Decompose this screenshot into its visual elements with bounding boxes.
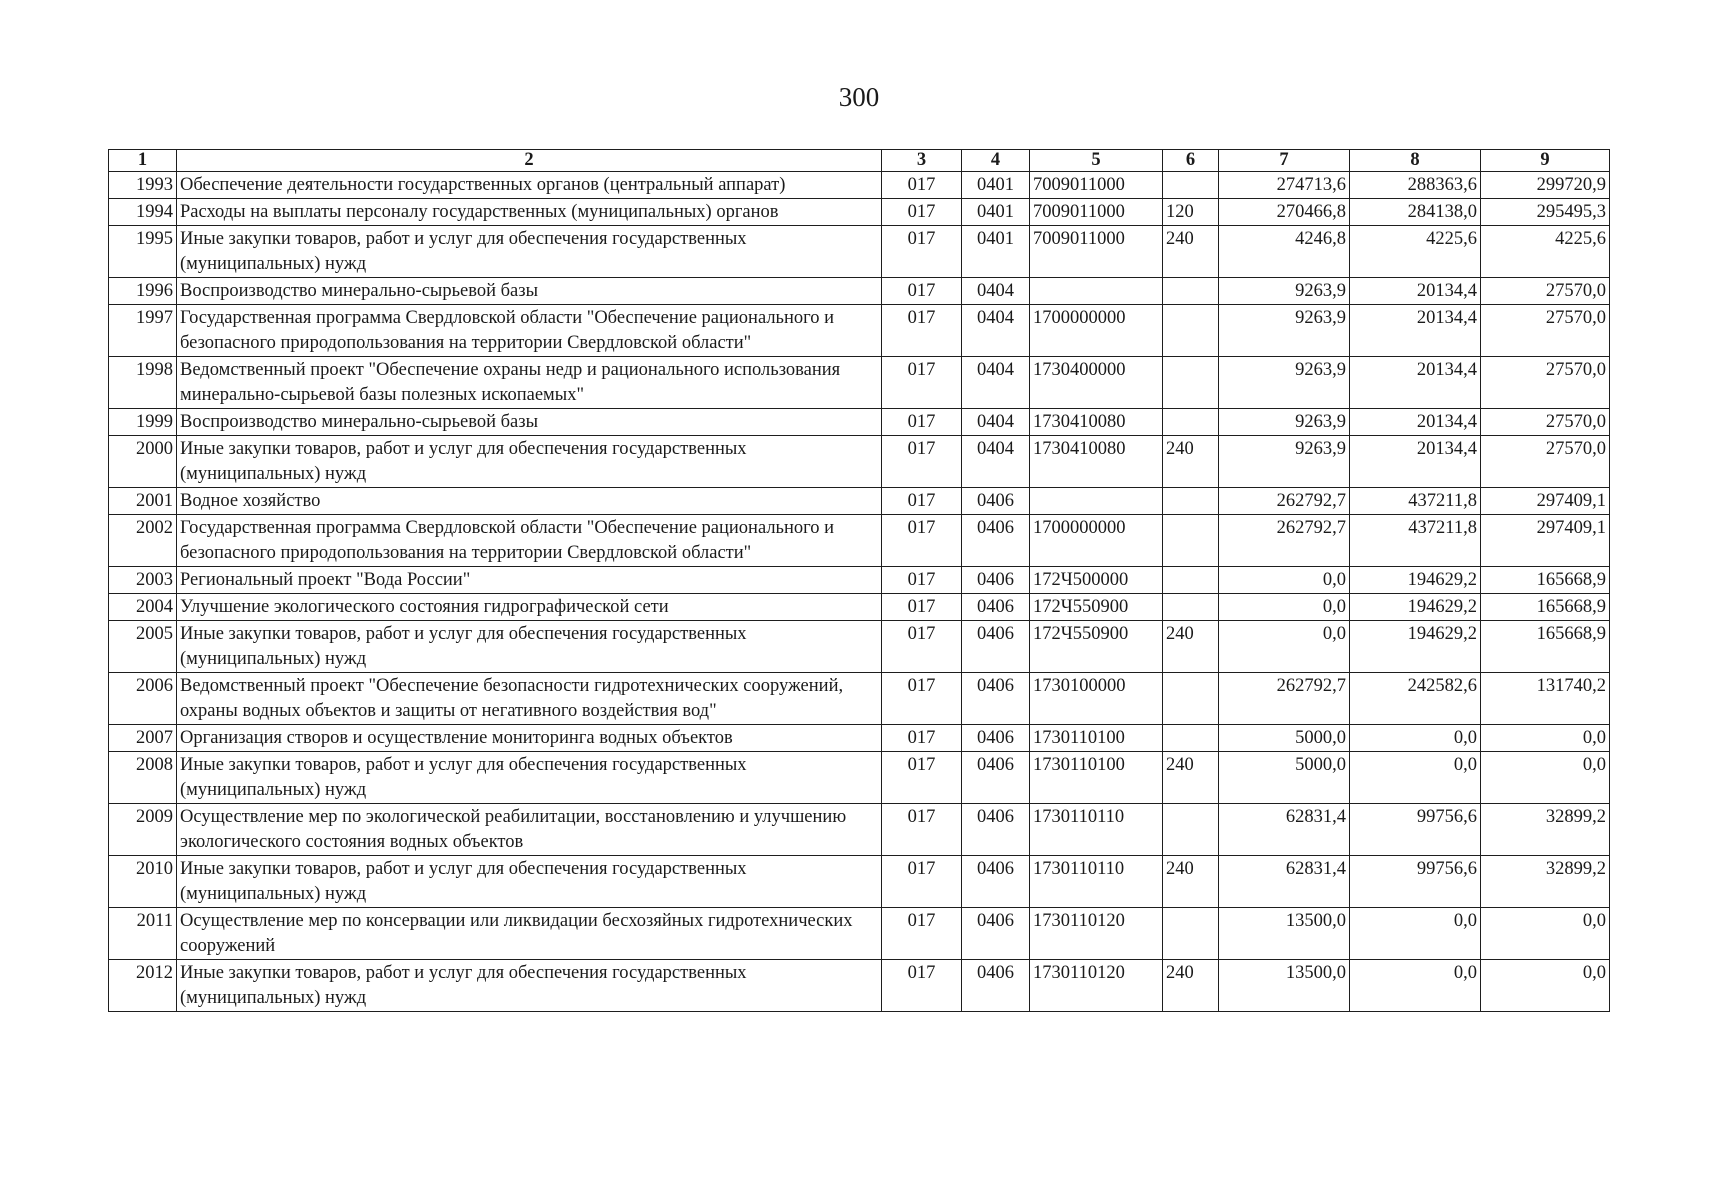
ministry-code: 017: [882, 278, 962, 305]
row-name: Иные закупки товаров, работ и услуг для обеспечения государственных (муниципальных) нужд: [177, 621, 882, 673]
target-article-code: 7009011000: [1030, 199, 1163, 226]
row-name: Иные закупки товаров, работ и услуг для обеспечения государственных (муниципальных) нужд: [177, 752, 882, 804]
section-code: 0406: [962, 621, 1030, 673]
amount-year-1: 62831,4: [1219, 804, 1350, 856]
expense-type-code: 240: [1163, 226, 1219, 278]
amount-year-2: 99756,6: [1350, 856, 1481, 908]
amount-year-3: 0,0: [1481, 960, 1610, 1012]
amount-year-3: 299720,9: [1481, 172, 1610, 199]
amount-year-1: 62831,4: [1219, 856, 1350, 908]
amount-year-2: 99756,6: [1350, 804, 1481, 856]
amount-year-1: 270466,8: [1219, 199, 1350, 226]
row-name: Ведомственный проект "Обеспечение охраны недр и рационального использования минерально-сырьевой базы полезных ископаемых": [177, 357, 882, 409]
amount-year-1: 4246,8: [1219, 226, 1350, 278]
row-name: Улучшение экологического состояния гидрографической сети: [177, 594, 882, 621]
section-code: 0401: [962, 199, 1030, 226]
target-article-code: 1730100000: [1030, 673, 1163, 725]
expense-type-code: 240: [1163, 621, 1219, 673]
row-name: Иные закупки товаров, работ и услуг для обеспечения государственных (муниципальных) нужд: [177, 960, 882, 1012]
column-header: 6: [1163, 150, 1219, 172]
ministry-code: 017: [882, 226, 962, 278]
section-code: 0404: [962, 436, 1030, 488]
table-row: [109, 621, 1610, 673]
row-number: 2002: [109, 515, 177, 567]
section-code: 0406: [962, 960, 1030, 1012]
row-name: Водное хозяйство: [177, 488, 882, 515]
target-article-code: 1730110110: [1030, 856, 1163, 908]
amount-year-1: 9263,9: [1219, 305, 1350, 357]
amount-year-1: 0,0: [1219, 621, 1350, 673]
amount-year-2: 0,0: [1350, 908, 1481, 960]
row-name: Воспроизводство минерально-сырьевой базы: [177, 409, 882, 436]
amount-year-2: 437211,8: [1350, 488, 1481, 515]
ministry-code: 017: [882, 357, 962, 409]
row-number: 2001: [109, 488, 177, 515]
row-name: Обеспечение деятельности государственных органов (центральный аппарат): [177, 172, 882, 199]
amount-year-1: 5000,0: [1219, 752, 1350, 804]
target-article-code: 1730110110: [1030, 804, 1163, 856]
section-code: 0401: [962, 172, 1030, 199]
table-row: [109, 804, 1610, 856]
table-row: [109, 856, 1610, 908]
table-row: [109, 278, 1610, 305]
row-name: Организация створов и осуществление мониторинга водных объектов: [177, 725, 882, 752]
amount-year-2: 194629,2: [1350, 621, 1481, 673]
row-number: 2009: [109, 804, 177, 856]
amount-year-3: 295495,3: [1481, 199, 1610, 226]
amount-year-1: 5000,0: [1219, 725, 1350, 752]
ministry-code: 017: [882, 804, 962, 856]
expense-type-code: [1163, 908, 1219, 960]
amount-year-1: 262792,7: [1219, 673, 1350, 725]
ministry-code: 017: [882, 305, 962, 357]
amount-year-2: 4225,6: [1350, 226, 1481, 278]
row-number: 2000: [109, 436, 177, 488]
row-number: 1999: [109, 409, 177, 436]
row-number: 1994: [109, 199, 177, 226]
amount-year-3: 27570,0: [1481, 409, 1610, 436]
row-number: 2005: [109, 621, 177, 673]
target-article-code: [1030, 488, 1163, 515]
section-code: 0406: [962, 488, 1030, 515]
amount-year-2: 0,0: [1350, 725, 1481, 752]
target-article-code: 1730400000: [1030, 357, 1163, 409]
target-article-code: 1730110100: [1030, 725, 1163, 752]
amount-year-3: 27570,0: [1481, 357, 1610, 409]
row-name: Расходы на выплаты персоналу государственных (муниципальных) органов: [177, 199, 882, 226]
row-name: Осуществление мер по экологической реабилитации, восстановлению и улучшению экологического состояния водных объектов: [177, 804, 882, 856]
expense-type-code: [1163, 357, 1219, 409]
row-number: 2010: [109, 856, 177, 908]
ministry-code: 017: [882, 908, 962, 960]
section-code: 0406: [962, 804, 1030, 856]
amount-year-2: 20134,4: [1350, 436, 1481, 488]
table-row: [109, 488, 1610, 515]
amount-year-3: 27570,0: [1481, 305, 1610, 357]
table-row: [109, 409, 1610, 436]
row-number: 1993: [109, 172, 177, 199]
row-name: Иные закупки товаров, работ и услуг для обеспечения государственных (муниципальных) нужд: [177, 856, 882, 908]
table-row: [109, 172, 1610, 199]
target-article-code: 1700000000: [1030, 515, 1163, 567]
row-number: 1995: [109, 226, 177, 278]
column-header: 1: [109, 150, 177, 172]
expense-type-code: [1163, 567, 1219, 594]
section-code: 0406: [962, 752, 1030, 804]
target-article-code: 1730410080: [1030, 436, 1163, 488]
section-code: 0406: [962, 856, 1030, 908]
table-row: [109, 960, 1610, 1012]
amount-year-2: 284138,0: [1350, 199, 1481, 226]
table-row: [109, 199, 1610, 226]
section-code: 0401: [962, 226, 1030, 278]
table-row: [109, 226, 1610, 278]
amount-year-2: 194629,2: [1350, 594, 1481, 621]
expense-type-code: 240: [1163, 752, 1219, 804]
ministry-code: 017: [882, 594, 962, 621]
expense-type-code: [1163, 673, 1219, 725]
section-code: 0404: [962, 409, 1030, 436]
amount-year-3: 165668,9: [1481, 594, 1610, 621]
expense-type-code: 240: [1163, 436, 1219, 488]
row-name: Государственная программа Свердловской области "Обеспечение рационального и безопасного природопользования на территории Свердловской области": [177, 515, 882, 567]
amount-year-3: 27570,0: [1481, 278, 1610, 305]
section-code: 0406: [962, 567, 1030, 594]
table-row: [109, 515, 1610, 567]
table-row: [109, 436, 1610, 488]
table-row: [109, 305, 1610, 357]
ministry-code: 017: [882, 752, 962, 804]
row-number: 1997: [109, 305, 177, 357]
row-number: 2012: [109, 960, 177, 1012]
ministry-code: 017: [882, 515, 962, 567]
amount-year-1: 262792,7: [1219, 515, 1350, 567]
row-number: 2007: [109, 725, 177, 752]
target-article-code: 1730110120: [1030, 908, 1163, 960]
target-article-code: 1730410080: [1030, 409, 1163, 436]
expense-type-code: [1163, 515, 1219, 567]
amount-year-1: 13500,0: [1219, 908, 1350, 960]
column-header: 8: [1350, 150, 1481, 172]
table-row: [109, 908, 1610, 960]
amount-year-2: 194629,2: [1350, 567, 1481, 594]
target-article-code: 172Ч500000: [1030, 567, 1163, 594]
row-number: 2011: [109, 908, 177, 960]
amount-year-2: 0,0: [1350, 960, 1481, 1012]
row-name: Региональный проект "Вода России": [177, 567, 882, 594]
amount-year-3: 4225,6: [1481, 226, 1610, 278]
column-header: 5: [1030, 150, 1163, 172]
expense-type-code: 240: [1163, 856, 1219, 908]
amount-year-3: 297409,1: [1481, 488, 1610, 515]
section-code: 0406: [962, 673, 1030, 725]
amount-year-3: 131740,2: [1481, 673, 1610, 725]
expense-type-code: [1163, 594, 1219, 621]
expense-type-code: [1163, 725, 1219, 752]
amount-year-1: 0,0: [1219, 567, 1350, 594]
target-article-code: 1700000000: [1030, 305, 1163, 357]
row-name: Государственная программа Свердловской области "Обеспечение рационального и безопасного природопользования на территории Свердловской области": [177, 305, 882, 357]
amount-year-3: 32899,2: [1481, 856, 1610, 908]
ministry-code: 017: [882, 725, 962, 752]
amount-year-2: 20134,4: [1350, 305, 1481, 357]
amount-year-2: 437211,8: [1350, 515, 1481, 567]
amount-year-3: 27570,0: [1481, 436, 1610, 488]
amount-year-3: 32899,2: [1481, 804, 1610, 856]
row-name: Осуществление мер по консервации или ликвидации бесхозяйных гидротехнических сооружений: [177, 908, 882, 960]
section-code: 0404: [962, 305, 1030, 357]
expense-type-code: [1163, 305, 1219, 357]
section-code: 0406: [962, 594, 1030, 621]
target-article-code: 172Ч550900: [1030, 594, 1163, 621]
expense-type-code: 120: [1163, 199, 1219, 226]
row-number: 2006: [109, 673, 177, 725]
row-name: Ведомственный проект "Обеспечение безопасности гидротехнических сооружений, охраны водных объектов и защиты от негативного воздействия вод": [177, 673, 882, 725]
amount-year-1: 9263,9: [1219, 357, 1350, 409]
amount-year-3: 165668,9: [1481, 621, 1610, 673]
column-header: 9: [1481, 150, 1610, 172]
section-code: 0406: [962, 908, 1030, 960]
expense-type-code: [1163, 278, 1219, 305]
table-row: [109, 594, 1610, 621]
row-name: Иные закупки товаров, работ и услуг для обеспечения государственных (муниципальных) нужд: [177, 436, 882, 488]
ministry-code: 017: [882, 488, 962, 515]
target-article-code: [1030, 278, 1163, 305]
amount-year-1: 274713,6: [1219, 172, 1350, 199]
ministry-code: 017: [882, 856, 962, 908]
column-header: 4: [962, 150, 1030, 172]
row-name: Воспроизводство минерально-сырьевой базы: [177, 278, 882, 305]
ministry-code: 017: [882, 567, 962, 594]
amount-year-3: 165668,9: [1481, 567, 1610, 594]
column-header: 3: [882, 150, 962, 172]
section-code: 0406: [962, 725, 1030, 752]
row-number: 1998: [109, 357, 177, 409]
amount-year-2: 242582,6: [1350, 673, 1481, 725]
expense-type-code: [1163, 172, 1219, 199]
amount-year-3: 0,0: [1481, 908, 1610, 960]
header-row: [109, 150, 1610, 172]
amount-year-3: 297409,1: [1481, 515, 1610, 567]
amount-year-3: 0,0: [1481, 725, 1610, 752]
ministry-code: 017: [882, 960, 962, 1012]
amount-year-1: 9263,9: [1219, 278, 1350, 305]
table-row: [109, 673, 1610, 725]
ministry-code: 017: [882, 199, 962, 226]
target-article-code: 1730110100: [1030, 752, 1163, 804]
table-row: [109, 567, 1610, 594]
expense-type-code: [1163, 488, 1219, 515]
target-article-code: 7009011000: [1030, 226, 1163, 278]
target-article-code: 1730110120: [1030, 960, 1163, 1012]
amount-year-2: 0,0: [1350, 752, 1481, 804]
table-row: [109, 357, 1610, 409]
target-article-code: 172Ч550900: [1030, 621, 1163, 673]
ministry-code: 017: [882, 673, 962, 725]
ministry-code: 017: [882, 621, 962, 673]
section-code: 0406: [962, 515, 1030, 567]
amount-year-2: 20134,4: [1350, 278, 1481, 305]
ministry-code: 017: [882, 409, 962, 436]
ministry-code: 017: [882, 436, 962, 488]
expense-type-code: [1163, 409, 1219, 436]
budget-table: [108, 149, 1610, 1012]
row-number: 2003: [109, 567, 177, 594]
amount-year-1: 0,0: [1219, 594, 1350, 621]
expense-type-code: 240: [1163, 960, 1219, 1012]
section-code: 0404: [962, 278, 1030, 305]
amount-year-2: 20134,4: [1350, 409, 1481, 436]
ministry-code: 017: [882, 172, 962, 199]
row-number: 2008: [109, 752, 177, 804]
section-code: 0404: [962, 357, 1030, 409]
amount-year-1: 13500,0: [1219, 960, 1350, 1012]
column-header: 7: [1219, 150, 1350, 172]
target-article-code: 7009011000: [1030, 172, 1163, 199]
amount-year-3: 0,0: [1481, 752, 1610, 804]
expense-type-code: [1163, 804, 1219, 856]
amount-year-2: 20134,4: [1350, 357, 1481, 409]
row-number: 1996: [109, 278, 177, 305]
amount-year-1: 262792,7: [1219, 488, 1350, 515]
table-row: [109, 725, 1610, 752]
column-header: 2: [177, 150, 882, 172]
amount-year-1: 9263,9: [1219, 436, 1350, 488]
amount-year-1: 9263,9: [1219, 409, 1350, 436]
table-row: [109, 752, 1610, 804]
page-number: 300: [838, 82, 880, 112]
amount-year-2: 288363,6: [1350, 172, 1481, 199]
row-number: 2004: [109, 594, 177, 621]
row-name: Иные закупки товаров, работ и услуг для обеспечения государственных (муниципальных) нужд: [177, 226, 882, 278]
